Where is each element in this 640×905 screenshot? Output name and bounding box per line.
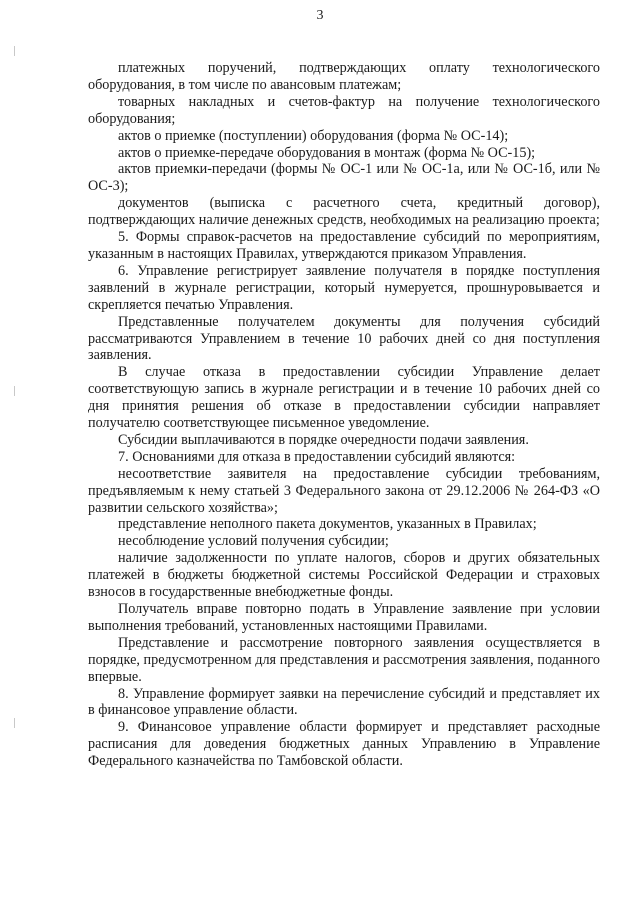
paragraph-item-9: 9. Финансовое управление области формирует и представляет расходные расписания для доведения бюджетных данных Управлению в Управление Федерального казначейства по Тамбовской области.: [88, 719, 600, 770]
paragraph-refusal-notice: В случае отказа в предоставлении субсидии Управление делает соответствующую запись в журнале регистрации и в течение 10 рабочих дней со дня принятия решения об отказе в предоставлении субсидии направляет получателю соответствующее письменное уведомление.: [88, 364, 600, 432]
paragraph-item-5: 5. Формы справок-расчетов на предоставление субсидий по мероприятиям, указанным в настоящих Правилах, утверждаются приказом Управления.: [88, 229, 600, 262]
paragraph-acts-os14: актов о приемке (поступлении) оборудования (форма № ОС-14);: [118, 127, 509, 144]
page-number: 3: [316, 8, 324, 23]
paragraph-conditions: несоблюдение условий получения субсидии;: [118, 533, 389, 550]
paragraph-item-6: 6. Управление регистрирует заявление получателя в порядке поступления заявлений в журнале регистрации, который нумеруется, прошнуровывается и скрепляется печатью Управления.: [88, 262, 600, 313]
paragraph-review-period: Представленные получателем документы для получения субсидий рассматриваются Управлением в течение 10 рабочих дней со дня поступления заявления.: [88, 313, 600, 364]
paragraph-bank-documents: документов (выписка с расчетного счета, кредитный договор), подтверждающих наличие денежных средств, необходимых на реализацию проекта;: [88, 195, 600, 229]
paragraph-item-8: 8. Управление формирует заявки на перечисление субсидий и представляет их в финансовое управление области.: [88, 685, 600, 719]
margin-mark: [14, 718, 15, 728]
paragraph-acts-os1: актов приемки-передачи (формы № ОС-1 или № ОС-1а, или № ОС-1б, или № ОС-3);: [88, 161, 600, 195]
paragraph-payment-order: Субсидии выплачиваются в порядке очередности подачи заявления.: [118, 431, 529, 448]
paragraph-noncompliance: несоответствие заявителя на предоставление субсидии требованиям, предъявляемым к нему статьей 3 Федерального закона от 29.12.2006 № 264-ФЗ «О развитии сельского хозяйства»;: [88, 465, 600, 516]
paragraph-incomplete-package: представление неполного пакета документов, указанных в Правилах;: [118, 516, 537, 533]
paragraph-item-7: 7. Основаниями для отказа в предоставлении субсидий являются:: [118, 448, 516, 465]
paragraph-invoices: товарных накладных и счетов-фактур на получение технологического оборудования;: [88, 93, 600, 127]
paragraph-tax-debt: наличие задолженности по уплате налогов, сборов и других обязательных платежей в бюджеты бюджетной системы Российской Федерации и страховых взносов в государственные внебюджетные фонды.: [88, 550, 600, 601]
margin-mark: [14, 46, 15, 56]
paragraph-payment-orders: платежных поручений, подтверждающих оплату технологического оборудования, в том числе по авансовым платежам;: [88, 60, 600, 93]
paragraph-resubmit: Получатель вправе повторно подать в Управление заявление при условии выполнения требований, установленных настоящими Правилами.: [88, 601, 600, 634]
paragraph-acts-os15: актов о приемке-передаче оборудования в монтаж (форма № ОС-15);: [118, 144, 536, 161]
margin-mark: [14, 386, 15, 396]
document-body: [88, 60, 600, 770]
paragraph-repeat-review: Представление и рассмотрение повторного заявления осуществляется в порядке, предусмотренном для представления и рассмотрения заявления, поданного впервые.: [88, 634, 600, 685]
